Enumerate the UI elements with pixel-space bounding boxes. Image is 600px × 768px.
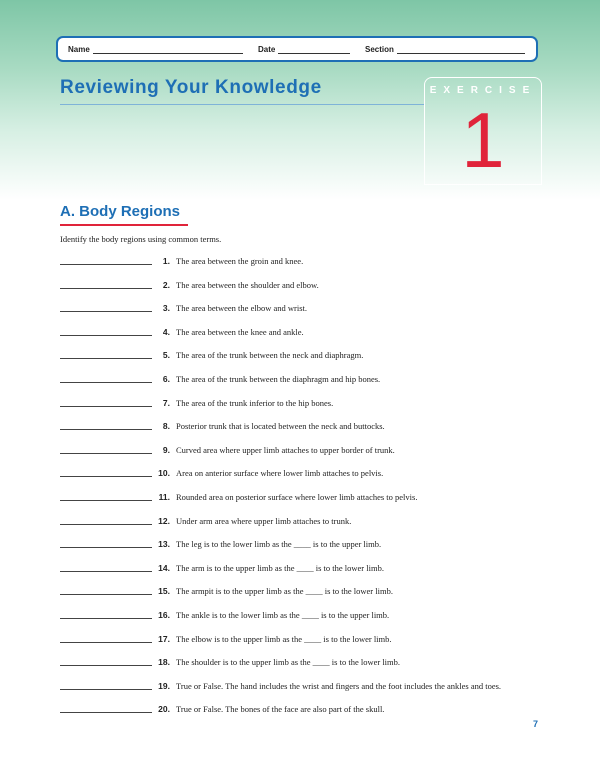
answer-blank[interactable] (60, 618, 152, 619)
question-text: Under arm area where upper limb attaches to trunk. (176, 515, 352, 526)
question-row (0, 327, 600, 339)
question-text: The shoulder is to the upper limb as the ____ is to the lower limb. (176, 657, 401, 668)
question-row (0, 256, 600, 268)
question-text: The area of the trunk inferior to the hip bones. (176, 397, 334, 408)
answer-blank[interactable] (60, 311, 152, 312)
question-text: Posterior trunk that is located between the neck and buttocks. (176, 421, 385, 432)
answer-blank[interactable] (60, 571, 152, 572)
answer-blank[interactable] (60, 288, 152, 289)
question-number: 13. (158, 539, 170, 550)
question-number: 1. (162, 256, 170, 266)
question-number: 8. (162, 421, 170, 432)
question-number: 11. (158, 492, 170, 502)
question-number: 14. (158, 562, 170, 573)
answer-blank[interactable] (60, 689, 152, 690)
question-text: The elbow is to the upper limb as the ____ is to the lower limb. (176, 633, 392, 644)
question-row (0, 421, 600, 433)
question-text: The area between the groin and knee. (176, 256, 304, 266)
question-number: 12. (158, 515, 170, 526)
question-text: The area between the shoulder and elbow. (176, 279, 319, 290)
answer-blank[interactable] (60, 500, 152, 501)
answer-blank[interactable] (60, 712, 152, 713)
question-row (0, 445, 600, 457)
question-row (0, 303, 600, 315)
question-row (0, 634, 600, 646)
question-number: 6. (162, 374, 170, 384)
answer-blank[interactable] (60, 382, 152, 383)
question-text: The leg is to the lower limb as the ____ is to the upper limb. (176, 539, 382, 550)
instructions: Identify the body regions using common terms. (60, 234, 222, 244)
question-text: The area of the trunk between the diaphragm and hip bones. (176, 374, 381, 384)
question-row (0, 374, 600, 386)
question-row (0, 704, 600, 716)
answer-blank[interactable] (60, 594, 152, 595)
question-number: 9. (162, 444, 170, 455)
question-row (0, 280, 600, 292)
question-row (0, 563, 600, 575)
question-text: The ankle is to the lower limb as the ____ is to the upper limb. (176, 610, 390, 620)
question-row (0, 468, 600, 480)
question-text: True or False. The bones of the face are also part of the skull. (176, 704, 385, 715)
answer-blank[interactable] (60, 335, 152, 336)
page-title: Reviewing Your Knowledge (60, 77, 322, 98)
question-number: 2. (162, 279, 170, 290)
answer-blank[interactable] (60, 642, 152, 643)
question-text: The armpit is to the upper limb as the ____ is to the lower limb. (176, 586, 393, 597)
question-number: 19. (158, 680, 170, 691)
question-row (0, 657, 600, 669)
section-label: Section (365, 45, 394, 54)
question-row (0, 681, 600, 693)
question-row (0, 350, 600, 362)
question-number: 16. (158, 610, 170, 620)
question-number: 7. (162, 397, 170, 408)
answer-blank[interactable] (60, 547, 152, 548)
question-row (0, 516, 600, 528)
date-label: Date (258, 45, 276, 54)
question-number: 15. (158, 586, 170, 597)
answer-blank[interactable] (60, 264, 152, 265)
answer-blank[interactable] (60, 476, 152, 477)
exercise-number: 1 (461, 96, 505, 184)
question-number: 4. (162, 326, 170, 337)
question-number: 18. (158, 657, 170, 668)
name-label: Name (68, 45, 90, 54)
question-number: 20. (158, 704, 170, 715)
answer-blank[interactable] (60, 406, 152, 407)
question-row (0, 586, 600, 598)
question-number: 17. (158, 633, 170, 644)
question-text: The area of the trunk between the neck and diaphragm. (176, 350, 364, 361)
answer-blank[interactable] (60, 453, 152, 454)
question-row (0, 492, 600, 504)
page-number: 7 (533, 719, 539, 729)
question-number: 3. (162, 303, 170, 314)
question-text: Curved area where upper limb attaches to upper border of trunk. (176, 444, 395, 455)
question-number: 5. (162, 350, 170, 361)
answer-blank[interactable] (60, 665, 152, 666)
question-number: 10. (158, 468, 170, 479)
question-row (0, 539, 600, 551)
question-text: True or False. The hand includes the wrist and fingers and the foot includes the ankles and toes. (176, 680, 502, 691)
answer-blank[interactable] (60, 429, 152, 430)
section-heading: A. Body Regions (60, 203, 181, 220)
answer-blank[interactable] (60, 358, 152, 359)
question-row (0, 610, 600, 622)
question-text: Area on anterior surface where lower limb attaches to pelvis. (176, 468, 384, 479)
question-text: Rounded area on posterior surface where lower limb attaches to pelvis. (176, 492, 418, 502)
answer-blank[interactable] (60, 524, 152, 525)
exercise-label: EXERCISE (429, 85, 537, 96)
question-text: The area between the knee and ankle. (176, 326, 304, 337)
question-text: The area between the elbow and wrist. (176, 303, 307, 314)
question-row (0, 398, 600, 410)
question-text: The arm is to the upper limb as the ____ is to the lower limb. (176, 562, 384, 573)
